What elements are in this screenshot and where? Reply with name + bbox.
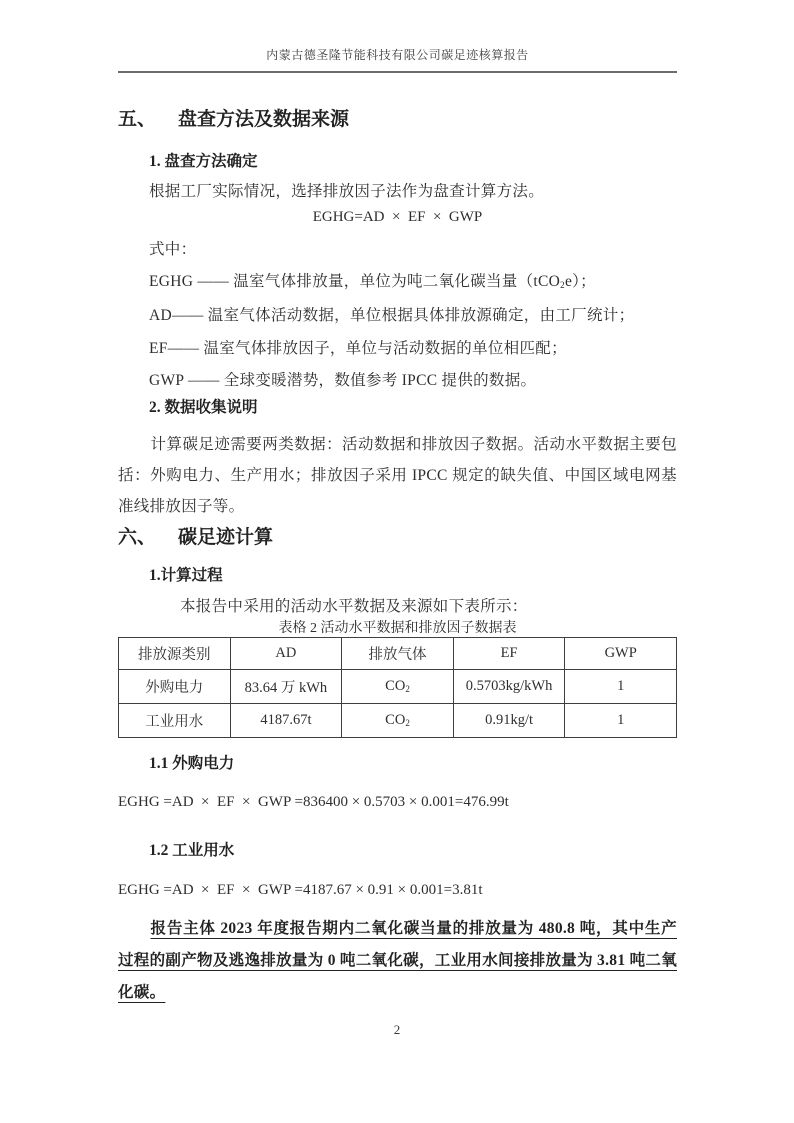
definition-gwp: GWP —— 全球变暖潜势，数值参考 IPCC 提供的数据。 bbox=[149, 372, 537, 389]
gas-base: CO bbox=[385, 712, 406, 728]
water-calculation: EGHG =AD × EF × GWP =4187.67 × 0.91 × 0.001=3.81t bbox=[118, 882, 483, 898]
gas-subscript: 2 bbox=[405, 684, 410, 695]
col-header-gwp: GWP bbox=[565, 638, 677, 670]
subsection-5-2-heading: 2. 数据收集说明 bbox=[149, 399, 258, 416]
cell-source: 工业用水 bbox=[119, 704, 231, 738]
definition-eghg-post: e）； bbox=[564, 273, 596, 290]
co2-subscript: 2 bbox=[560, 280, 565, 291]
conclusion-paragraph: 报告主体 2023 年度报告期内二氧化碳当量的排放量为 480.8 吨，其中生产过程的副产物及逃逸排放量为 0 吨二氧化碳，工业用水间接排放量为 3.81 吨二氧化碳。 bbox=[118, 920, 677, 1001]
subsection-6-1-2-heading: 1.2 工业用水 bbox=[149, 842, 235, 859]
col-header-ef: EF bbox=[453, 638, 565, 670]
gas-subscript: 2 bbox=[405, 718, 410, 729]
cell-ef: 0.5703kg/kWh bbox=[453, 670, 565, 704]
section-6-number: 六、 bbox=[118, 527, 157, 548]
table-header-row bbox=[119, 638, 677, 670]
ghg-formula: EGHG=AD × EF × GWP bbox=[312, 209, 483, 225]
cell-gwp: 1 bbox=[565, 704, 677, 738]
cell-gas bbox=[342, 670, 454, 704]
table-row-electricity bbox=[119, 670, 677, 704]
running-header bbox=[118, 48, 677, 73]
page-number: 2 bbox=[393, 1022, 401, 1037]
cell-source: 外购电力 bbox=[119, 670, 231, 704]
cell-gas bbox=[342, 704, 454, 738]
gas-base: CO bbox=[385, 678, 406, 694]
running-header-title: 内蒙古德圣隆节能科技有限公司碳足迹核算报告 bbox=[266, 48, 529, 62]
section-5-heading bbox=[118, 107, 677, 133]
subsection-6-1-1-heading: 1.1 外购电力 bbox=[149, 755, 235, 772]
formula-where-label: 式中： bbox=[149, 241, 197, 258]
col-header-ad: AD bbox=[230, 638, 342, 670]
section-6-title: 碳足迹计算 bbox=[178, 527, 274, 548]
cell-ad: 4187.67t bbox=[230, 704, 342, 738]
definition-ef: EF—— 温室气体排放因子，单位与活动数据的单位相匹配； bbox=[149, 340, 567, 357]
cell-ad: 83.64 万 kWh bbox=[230, 670, 342, 704]
data-collection-paragraph: 计算碳足迹需要两类数据：活动数据和排放因子数据。活动水平数据主要包括：外购电力、生产用水；排放因子采用 IPCC 规定的缺失值、中国区域电网基准线排放因子等。 bbox=[118, 436, 677, 515]
electricity-calculation: EGHG =AD × EF × GWP =836400 × 0.5703 × 0.001=476.99t bbox=[118, 794, 509, 810]
methodology-paragraph: 根据工厂实际情况，选择排放因子法作为盘查计算方法。 bbox=[149, 183, 545, 200]
cell-gwp: 1 bbox=[565, 670, 677, 704]
section-5-title: 盘查方法及数据来源 bbox=[178, 109, 350, 130]
definition-ad: AD—— 温室气体活动数据，单位根据具体排放源确定，由工厂统计； bbox=[149, 307, 635, 324]
heading-gap bbox=[156, 525, 178, 551]
subsection-5-1-heading: 1. 盘查方法确定 bbox=[149, 153, 258, 170]
col-header-gas: 排放气体 bbox=[342, 638, 454, 670]
cell-ef: 0.91kg/t bbox=[453, 704, 565, 738]
activity-data-table bbox=[118, 637, 677, 738]
table-caption: 表格 2 活动水平数据和排放因子数据表 bbox=[278, 621, 517, 636]
definition-eghg bbox=[149, 272, 677, 293]
heading-gap bbox=[156, 107, 178, 133]
col-header-emission-source: 排放源类别 bbox=[119, 638, 231, 670]
definition-eghg-pre: EGHG —— 温室气体排放量，单位为吨二氧化碳当量（tCO bbox=[149, 273, 561, 290]
section-6-heading bbox=[118, 525, 677, 551]
subsection-6-1-heading: 1.计算过程 bbox=[149, 567, 223, 584]
table-row-water bbox=[119, 704, 677, 738]
table-intro: 本报告中采用的活动水平数据及来源如下表所示： bbox=[180, 598, 528, 615]
section-5-number: 五、 bbox=[118, 109, 157, 130]
